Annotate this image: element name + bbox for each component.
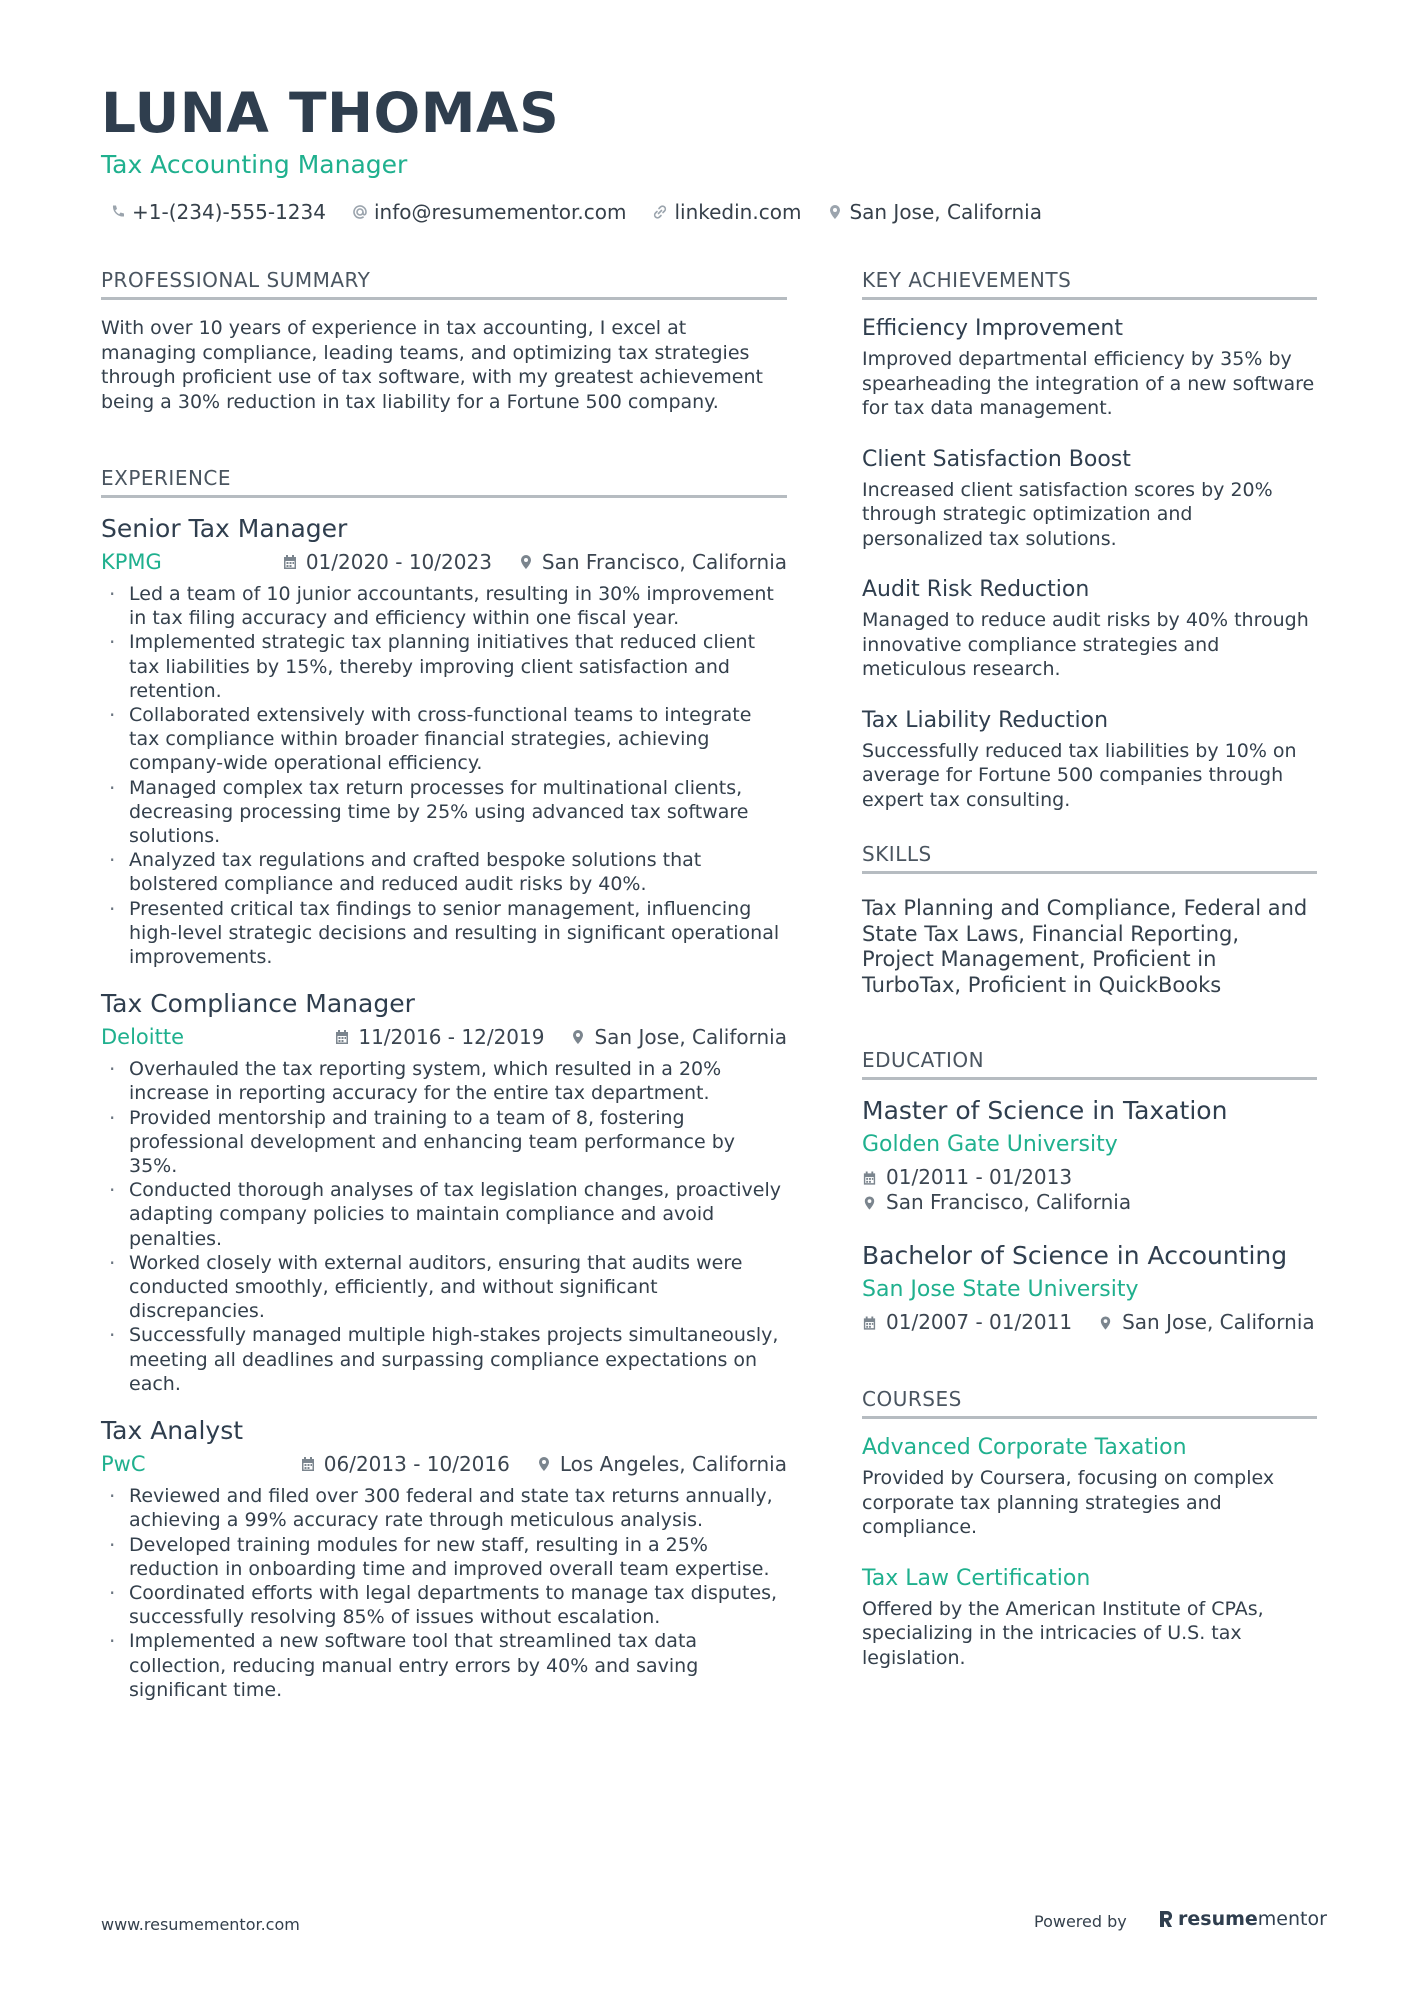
phone-icon bbox=[110, 204, 126, 220]
left-column bbox=[101, 268, 787, 1722]
job-bullets bbox=[101, 1484, 787, 1702]
job-dates: 01/2020 - 10/2023 bbox=[305, 550, 492, 574]
achievement-title: Client Satisfaction Boost bbox=[862, 446, 1131, 472]
courses-section bbox=[862, 1387, 1317, 1670]
job-title: Tax Analyst bbox=[101, 1416, 244, 1446]
job-title: Tax Compliance Manager bbox=[101, 989, 415, 1019]
bullet-item: · Overhauled the tax reporting system, which resulted in a 20% increase in reporting accuracy for the entire tax department. bbox=[101, 1057, 787, 1105]
job-meta bbox=[101, 1452, 787, 1480]
bullet-item: · Coordinated efforts with legal departments to manage tax disputes, successfully resolving 85% of issues without escalation. bbox=[101, 1581, 787, 1629]
job-details bbox=[300, 1452, 787, 1476]
course-item bbox=[862, 1435, 1317, 1540]
footer-powered-by: Powered by bbox=[1034, 1912, 1127, 1931]
company-name: KPMG bbox=[101, 550, 162, 574]
experience-heading: EXPERIENCE bbox=[101, 466, 787, 498]
email-text: info@resumementor.com bbox=[373, 200, 627, 224]
right-column bbox=[862, 268, 1317, 1696]
job-details bbox=[334, 1025, 787, 1049]
education-item bbox=[862, 1241, 1317, 1335]
achievement-title: Efficiency Improvement bbox=[862, 316, 1123, 341]
link-icon bbox=[652, 204, 668, 220]
achievement-text: Successfully reduced tax liabilities by 10% on average for Fortune 500 companies through expert tax consulting. bbox=[862, 739, 1297, 811]
bullet-item: · Presented critical tax findings to senior management, influencing high-level strategic decisions and resulting in significant operational improvements. bbox=[101, 897, 787, 970]
location-pin-icon bbox=[518, 554, 534, 570]
course-text: Provided by Coursera, focusing on complex corporate tax planning strategies and compliance. bbox=[862, 1467, 1275, 1538]
job-entry bbox=[101, 989, 787, 1396]
education-location-row bbox=[862, 1190, 1317, 1215]
job-location: San Francisco, California bbox=[541, 550, 787, 574]
degree-title: Master of Science in Taxation bbox=[862, 1096, 1228, 1125]
contact-bar bbox=[110, 200, 1068, 224]
bullet-item: · Provided mentorship and training to a team of 8, fostering professional development and enhancing team performance by 35%. bbox=[101, 1106, 787, 1179]
company-name: Deloitte bbox=[101, 1025, 184, 1050]
contact-email[interactable] bbox=[352, 200, 626, 224]
education-dates-row bbox=[862, 1165, 1317, 1190]
location-pin-icon bbox=[862, 1195, 877, 1211]
bullet-item: · Developed training modules for new staff, resulting in a 25% reduction in onboarding time and improved overall team expertise. bbox=[101, 1533, 787, 1581]
bullet-item: · Managed complex tax return processes for multinational clients, decreasing processing time by 25% using advanced tax software solutions. bbox=[101, 776, 787, 849]
achievement-item bbox=[862, 577, 1317, 682]
achievements-heading: KEY ACHIEVEMENTS bbox=[862, 268, 1317, 300]
job-meta bbox=[101, 550, 787, 578]
skills-text: Tax Planning and Compliance, Federal and State Tax Laws, Financial Reporting, Project Management, Proficient in TurboTax, Proficient in QuickBooks bbox=[862, 896, 1308, 997]
achievement-text: Increased client satisfaction scores by 20% through strategic optimization and personalized tax solutions. bbox=[862, 478, 1273, 550]
location-text: San Jose, California bbox=[849, 200, 1042, 224]
job-title: Senior Tax Manager bbox=[101, 514, 348, 543]
location-pin-icon bbox=[1098, 1315, 1113, 1331]
logo-text-resume: resume bbox=[1178, 1908, 1258, 1930]
candidate-name: LUNA THOMAS bbox=[101, 81, 560, 145]
education-location: San Francisco, California bbox=[886, 1190, 1132, 1214]
calendar-icon bbox=[300, 1456, 316, 1472]
achievement-item bbox=[862, 708, 1317, 813]
job-details bbox=[282, 550, 787, 574]
job-location: San Jose, California bbox=[594, 1025, 787, 1050]
bullet-item: · Reviewed and filed over 300 federal and state tax returns annually, achieving a 99% accuracy rate through meticulous analysis. bbox=[101, 1484, 787, 1532]
achievement-text: Improved departmental efficiency by 35% by spearheading the integration of a new software for tax data management. bbox=[862, 348, 1315, 419]
footer-website-link[interactable]: www.resumementor.com bbox=[101, 1915, 300, 1934]
school-name: San Jose State University bbox=[862, 1277, 1139, 1302]
education-dates: 01/2007 - 01/2011 bbox=[886, 1310, 1073, 1334]
education-meta-row bbox=[862, 1310, 1317, 1335]
company-name: PwC bbox=[101, 1452, 146, 1477]
bullet-item: · Analyzed tax regulations and crafted bespoke solutions that bolstered compliance and reduced audit risks by 40%. bbox=[101, 848, 787, 896]
course-item bbox=[862, 1566, 1317, 1671]
calendar-icon bbox=[334, 1029, 350, 1045]
contact-phone[interactable] bbox=[110, 200, 326, 224]
contact-location bbox=[827, 200, 1042, 224]
job-dates: 06/2013 - 10/2016 bbox=[323, 1452, 510, 1477]
job-bullets bbox=[101, 582, 787, 969]
summary-text: With over 10 years of experience in tax accounting, I excel at managing compliance, leading teams, and optimizing tax strategies through proficient use of tax software, with my greatest achievement being a 30% reduction in tax liability for a Fortune 500 company. bbox=[101, 317, 763, 413]
education-location: San Jose, California bbox=[1122, 1310, 1315, 1334]
contact-linkedin[interactable] bbox=[652, 200, 801, 224]
location-pin-icon bbox=[570, 1029, 586, 1045]
logo-text-mentor: mentor bbox=[1257, 1908, 1327, 1930]
achievement-title: Audit Risk Reduction bbox=[862, 577, 1090, 602]
skills-section bbox=[862, 842, 1317, 998]
course-text: Offered by the American Institute of CPAs, specializing in the intricacies of U.S. tax legislation. bbox=[862, 1597, 1264, 1669]
achievements-section bbox=[862, 268, 1317, 812]
bullet-item: · Led a team of 10 junior accountants, resulting in 30% improvement in tax filing accuracy and efficiency within one fiscal year. bbox=[101, 582, 787, 630]
location-pin-icon bbox=[827, 204, 843, 220]
at-sign-icon bbox=[352, 204, 368, 220]
achievement-text: Managed to reduce audit risks by 40% through innovative compliance strategies and meticulous research. bbox=[862, 609, 1309, 680]
calendar-icon bbox=[862, 1170, 877, 1186]
job-dates: 11/2016 - 12/2019 bbox=[358, 1025, 545, 1050]
summary-section bbox=[101, 268, 787, 414]
bullet-item: · Implemented strategic tax planning initiatives that reduced client tax liabilities by 15%, thereby improving client satisfaction and retention. bbox=[101, 630, 787, 703]
bullet-item: · Successfully managed multiple high-stakes projects simultaneously, meeting all deadlines and surpassing compliance expectations on each. bbox=[101, 1323, 787, 1396]
location-pin-icon bbox=[536, 1456, 552, 1472]
experience-section bbox=[101, 466, 787, 1702]
achievement-title: Tax Liability Reduction bbox=[862, 707, 1109, 733]
candidate-role: Tax Accounting Manager bbox=[101, 150, 408, 179]
education-dates: 01/2011 - 01/2013 bbox=[886, 1165, 1073, 1189]
course-title: Tax Law Certification bbox=[862, 1565, 1091, 1591]
bullet-item: · Worked closely with external auditors, ensuring that audits were conducted smoothly, efficiently, and without significant discrepancies. bbox=[101, 1251, 787, 1324]
phone-text: +1-(234)-555-1234 bbox=[132, 200, 326, 224]
school-name: Golden Gate University bbox=[862, 1132, 1118, 1157]
achievement-item bbox=[862, 447, 1317, 552]
job-entry bbox=[101, 1416, 787, 1702]
job-meta bbox=[101, 1025, 787, 1053]
resumementor-logo-icon bbox=[1158, 1909, 1174, 1929]
skills-heading: SKILLS bbox=[862, 842, 1317, 874]
summary-heading: PROFESSIONAL SUMMARY bbox=[101, 268, 787, 300]
course-title: Advanced Corporate Taxation bbox=[862, 1435, 1187, 1460]
bullet-item: · Implemented a new software tool that streamlined tax data collection, reducing manual entry errors by 40% and saving significant time. bbox=[101, 1629, 787, 1702]
calendar-icon bbox=[862, 1315, 877, 1331]
job-entry bbox=[101, 514, 787, 969]
degree-title: Bachelor of Science in Accounting bbox=[862, 1241, 1288, 1270]
job-bullets bbox=[101, 1057, 787, 1396]
achievement-item bbox=[862, 316, 1317, 421]
courses-heading: COURSES bbox=[862, 1387, 1317, 1419]
job-location: Los Angeles, California bbox=[559, 1452, 787, 1477]
bullet-item: · Conducted thorough analyses of tax legislation changes, proactively adapting company policies to maintain compliance and avoid penalties. bbox=[101, 1178, 787, 1251]
resumementor-logo[interactable] bbox=[1158, 1908, 1327, 1930]
linkedin-text: linkedin.com bbox=[674, 200, 802, 224]
education-section bbox=[862, 1048, 1317, 1335]
education-heading: EDUCATION bbox=[862, 1048, 1317, 1080]
bullet-item: · Collaborated extensively with cross-functional teams to integrate tax compliance within broader financial strategies, achieving company-wide operational efficiency. bbox=[101, 703, 787, 776]
calendar-icon bbox=[282, 554, 298, 570]
education-item bbox=[862, 1096, 1317, 1215]
